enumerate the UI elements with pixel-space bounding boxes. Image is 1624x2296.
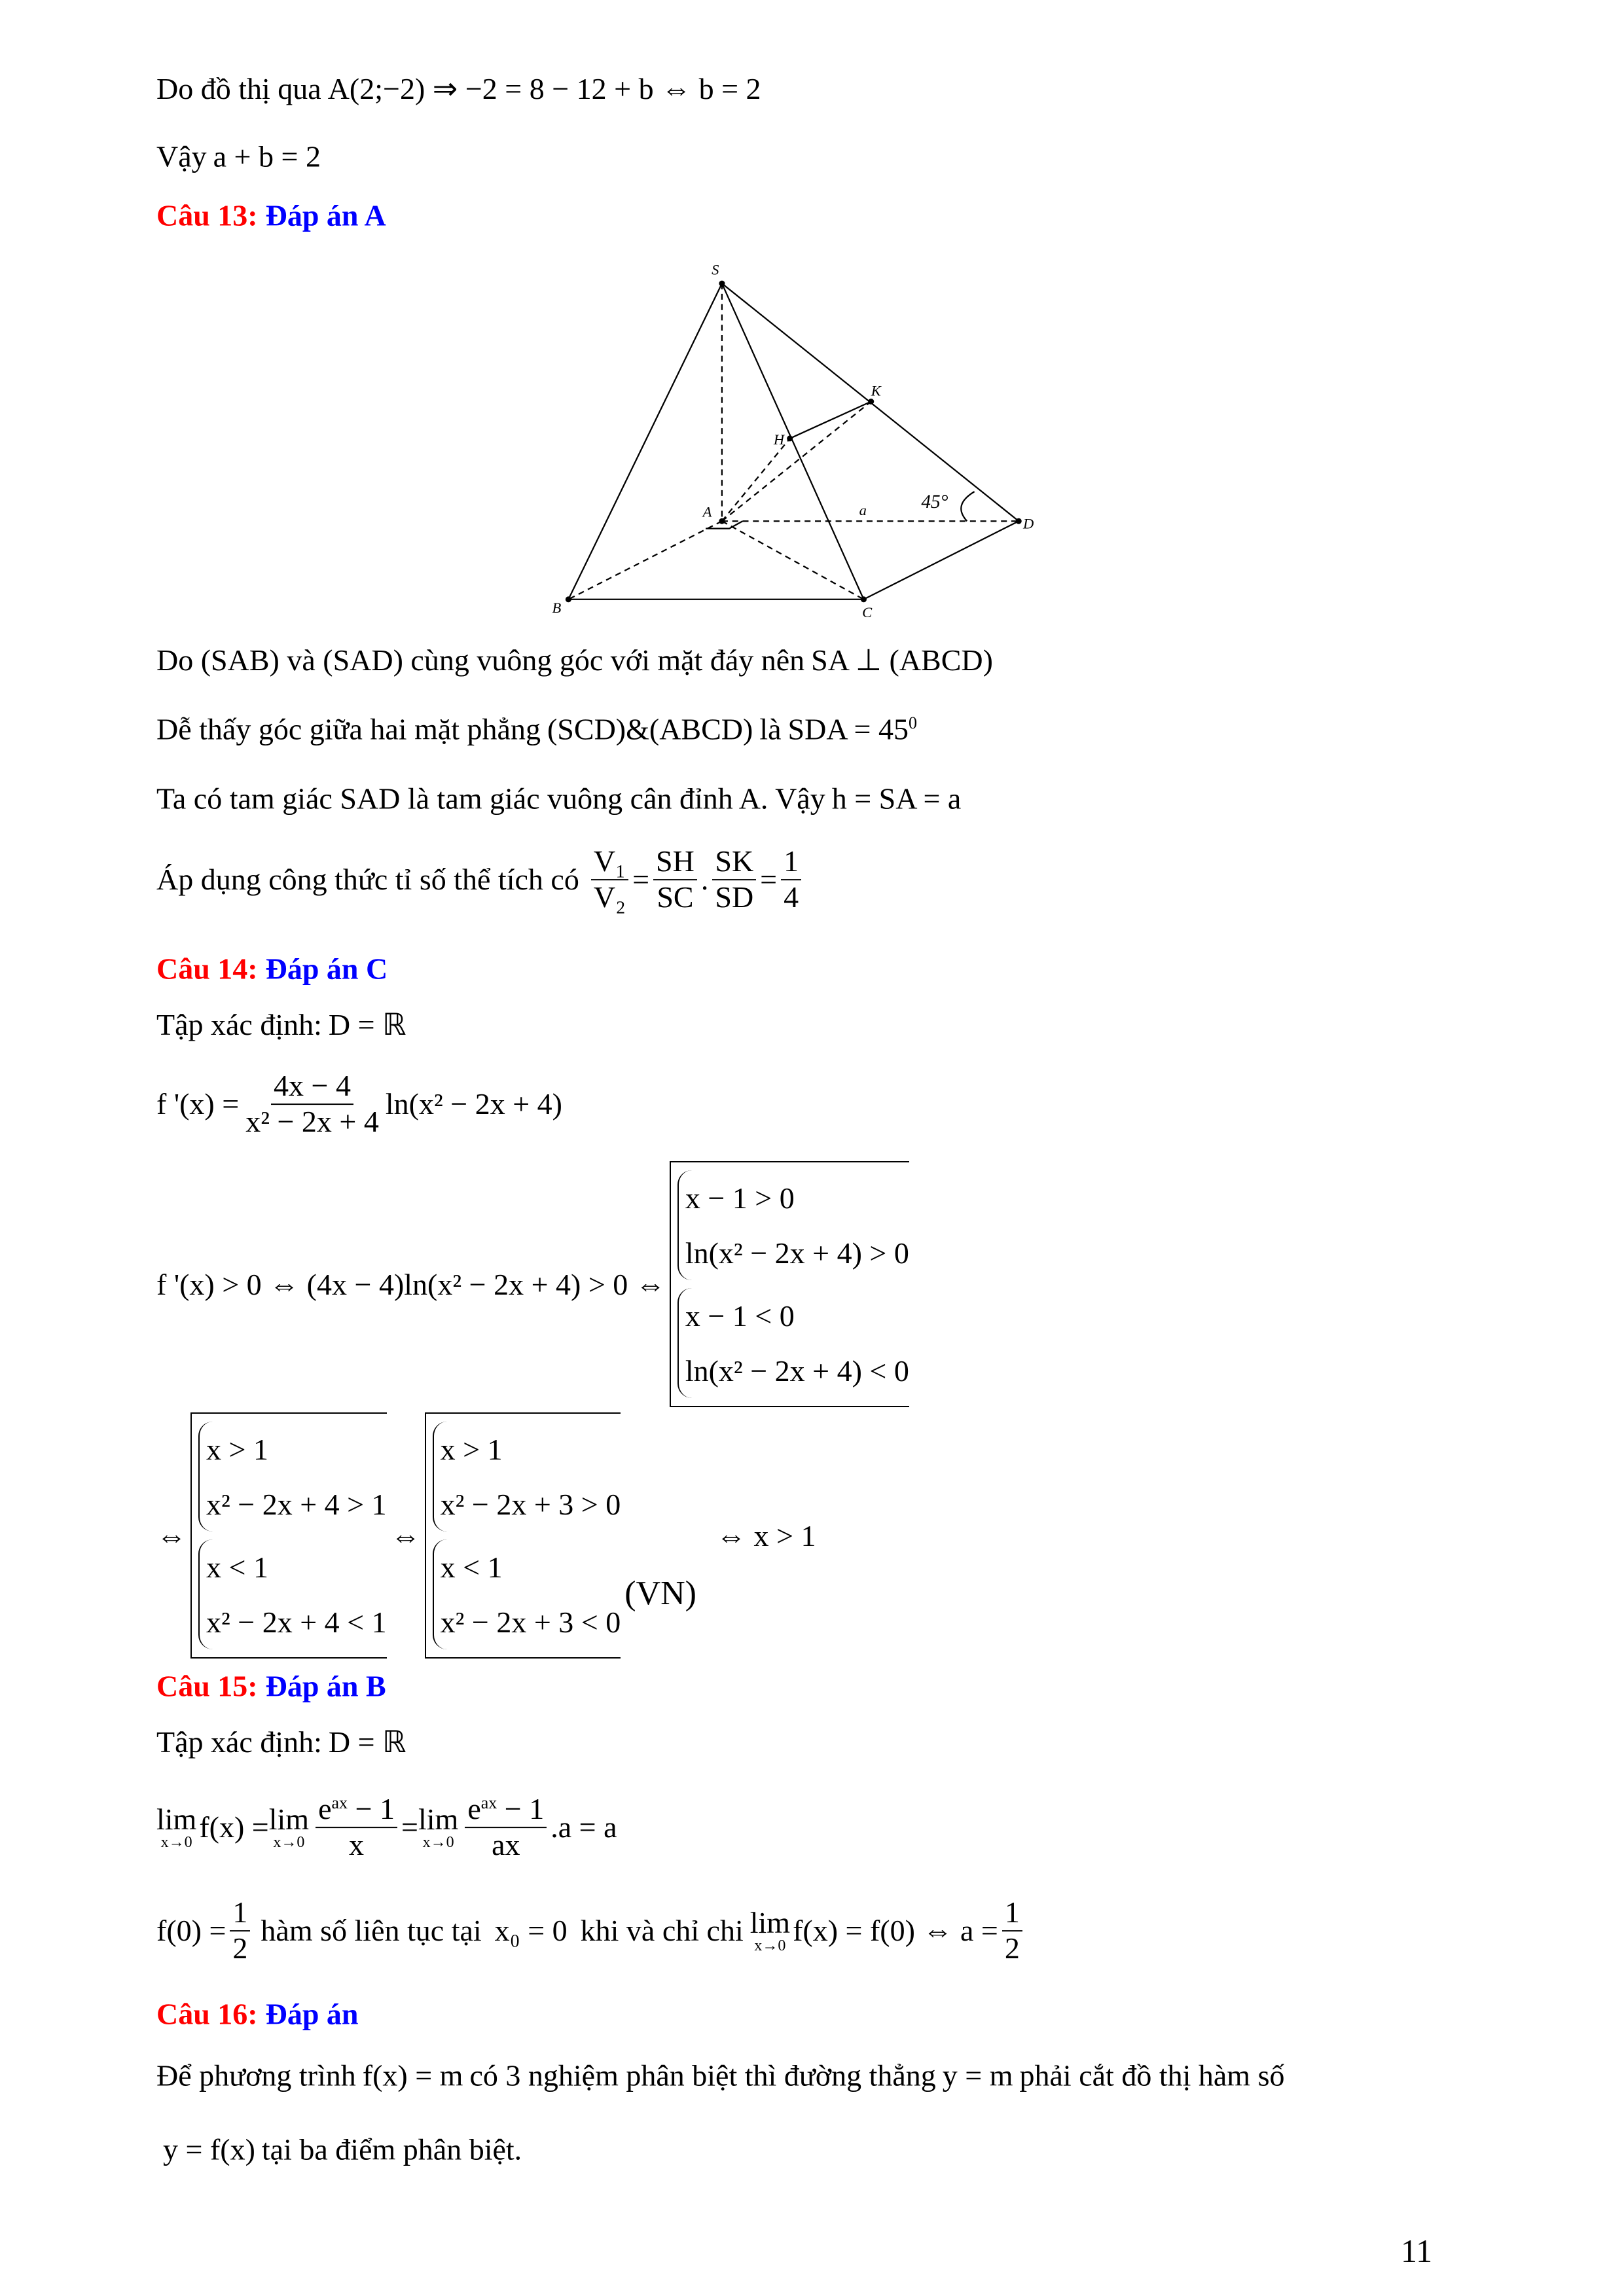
- numerator: SK: [712, 844, 756, 880]
- math: y = m: [942, 2058, 1013, 2092]
- fraction: [1002, 1895, 1022, 1966]
- lim-sub: x→0: [422, 1834, 454, 1851]
- limit: [418, 1804, 458, 1850]
- fraction: [653, 844, 697, 915]
- math: y = f(x): [163, 2132, 255, 2166]
- exponent: ax: [331, 1793, 348, 1812]
- edge-SC: [722, 283, 864, 600]
- answer-label: Đáp án B: [265, 1669, 386, 1703]
- denominator: SD: [715, 880, 754, 914]
- line-limit: [156, 1792, 617, 1863]
- and-brace: [677, 1170, 909, 1280]
- text: Áp dụng công thức tỉ số thể tích có: [156, 863, 579, 897]
- math: ln(x² − 2x + 4): [385, 1087, 562, 1121]
- text: Để phương trình: [156, 2058, 356, 2092]
- line-volume-ratio: [156, 844, 805, 915]
- text: Do (SAB) và (SAD) cùng vuông góc với mặt đáy nên: [156, 643, 805, 677]
- lim-sub: x→0: [273, 1834, 305, 1851]
- denominator: ax: [492, 1828, 520, 1861]
- fraction: [243, 1069, 382, 1139]
- limit: [750, 1908, 790, 1954]
- segment-AK: [722, 402, 871, 522]
- edge-AB: [568, 521, 722, 600]
- label-angle: 45°: [921, 491, 948, 512]
- condition: x < 1: [440, 1550, 503, 1584]
- condition: x − 1 < 0: [685, 1299, 795, 1333]
- math: f(0) =: [156, 1914, 226, 1948]
- exponent: ax: [480, 1793, 497, 1812]
- math: h = SA = a: [831, 781, 962, 816]
- label-C: C: [862, 603, 873, 620]
- fraction: [712, 844, 756, 915]
- math: f(x) = f(0) ⇔ a =: [793, 1914, 998, 1948]
- edge-SB: [568, 283, 722, 600]
- text: Tập xác định:: [156, 1007, 322, 1041]
- line-sa-perpendicular: [156, 642, 1000, 677]
- diag-AC: [722, 521, 864, 600]
- operator: =: [632, 863, 650, 897]
- denominator: x: [349, 1828, 365, 1861]
- math: (SCD)&(ABCD): [547, 712, 753, 746]
- math: f(x) = m: [362, 2058, 463, 2092]
- denominator: 4: [784, 880, 799, 914]
- question-15-heading: [156, 1669, 386, 1704]
- question-label: Câu 16:: [156, 1997, 258, 2031]
- math: SA ⊥ (ABCD): [811, 643, 993, 677]
- question-label: Câu 15:: [156, 1669, 258, 1703]
- answer-label: Đáp án A: [265, 198, 386, 232]
- text: Dễ thấy góc giữa hai mặt phẳng: [156, 712, 541, 746]
- e: e: [318, 1792, 332, 1826]
- line-inequality-system: [156, 1161, 913, 1407]
- denominator: 2: [232, 1931, 248, 1965]
- operator: ⇔: [390, 1518, 421, 1552]
- text: hàm số liên tục tại: [261, 1914, 482, 1948]
- lim: lim: [418, 1803, 459, 1836]
- operator: .: [700, 863, 709, 897]
- minus-one: − 1: [497, 1792, 545, 1826]
- math: D = ℝ: [328, 1725, 406, 1759]
- numerator: [465, 1792, 547, 1828]
- numerator: 1: [230, 1895, 250, 1931]
- question-14-heading: [156, 952, 388, 986]
- answer-label: Đáp án C: [265, 952, 388, 986]
- condition: x² − 2x + 4 < 1: [206, 1605, 387, 1639]
- math: f '(x) > 0 ⇔ (4x − 4)ln(x² − 2x + 4) > 0 ⇔: [156, 1267, 666, 1301]
- label-a: a: [859, 502, 867, 519]
- numerator: [316, 1792, 397, 1828]
- angle-arc: [961, 492, 974, 521]
- or-bracket: [670, 1161, 909, 1407]
- lim-sub: x→0: [160, 1834, 192, 1851]
- lim-sub: x→0: [754, 1937, 786, 1954]
- math: x₀ = 0: [494, 1914, 568, 1948]
- condition: x² − 2x + 4 > 1: [206, 1487, 387, 1521]
- label-A: A: [702, 503, 712, 520]
- math: f '(x) =: [156, 1087, 240, 1121]
- denominator: 2: [1004, 1931, 1020, 1965]
- result: ⇔ x > 1: [716, 1518, 816, 1552]
- condition: x² − 2x + 3 > 0: [440, 1487, 621, 1521]
- answer-label: Đáp án: [265, 1997, 359, 2031]
- math: f(x) =: [199, 1810, 269, 1844]
- lim: lim: [268, 1803, 310, 1836]
- question-label: Câu 14:: [156, 952, 258, 986]
- question-16-heading: [156, 1997, 359, 2032]
- numerator: SH: [653, 844, 697, 880]
- label-D: D: [1023, 515, 1034, 532]
- condition: ln(x² − 2x + 4) < 0: [685, 1354, 909, 1388]
- denominator: x² − 2x + 4: [245, 1105, 379, 1138]
- segment-AH: [722, 439, 790, 521]
- operator: =: [401, 1810, 418, 1844]
- text: có 3 nghiệm phân biệt thì đường thẳng: [469, 2058, 936, 2092]
- math: a + b = 2: [213, 139, 321, 173]
- fraction: [781, 844, 801, 915]
- math-text: SDA = 45: [787, 712, 909, 746]
- math: D = ℝ: [328, 1008, 406, 1041]
- no-solution-note: (VN): [624, 1575, 696, 1612]
- and-brace: [198, 1539, 387, 1649]
- fraction: [465, 1792, 547, 1863]
- condition: x − 1 > 0: [685, 1181, 795, 1215]
- line-continuity: [156, 1895, 1026, 1966]
- math: A(2;−2) ⇒ −2 = 8 − 12 + b ⇔ b = 2: [327, 72, 761, 105]
- condition: x² − 2x + 3 < 0: [440, 1605, 621, 1639]
- math: [788, 712, 917, 747]
- text: Tập xác định:: [156, 1725, 322, 1759]
- degree-sup: 0: [908, 713, 917, 733]
- question-label: Câu 13:: [156, 198, 258, 232]
- text: Do đồ thị qua: [156, 71, 321, 105]
- text: tại ba điểm phân biệt.: [261, 2132, 522, 2166]
- numerator: 1: [1002, 1895, 1022, 1931]
- or-bracket: [425, 1412, 621, 1659]
- condition: ln(x² − 2x + 4) > 0: [685, 1236, 909, 1270]
- lim: lim: [156, 1803, 197, 1836]
- condition: x > 1: [206, 1432, 268, 1466]
- line-angle: [156, 712, 924, 747]
- line-height: [156, 781, 967, 816]
- page-number: 11: [1401, 2233, 1433, 2269]
- label-B: B: [552, 600, 562, 617]
- label-S: S: [712, 261, 719, 278]
- numerator: 4x − 4: [271, 1069, 353, 1105]
- label-K: K: [871, 382, 881, 399]
- operator: ⇔: [156, 1518, 187, 1552]
- label-H: H: [773, 431, 785, 448]
- math: .a = a: [550, 1810, 617, 1844]
- and-brace: [433, 1539, 621, 1649]
- line-domain: [156, 1724, 413, 1759]
- line-solution: [156, 1412, 816, 1659]
- line-domain: [156, 1007, 413, 1042]
- fraction: [230, 1895, 250, 1966]
- denominator: V₂: [593, 880, 626, 914]
- or-bracket: [190, 1412, 387, 1659]
- edge-CD: [863, 521, 1019, 600]
- e: e: [467, 1792, 481, 1826]
- and-brace: [433, 1422, 621, 1532]
- text: là: [759, 712, 782, 746]
- and-brace: [198, 1422, 387, 1532]
- lim: lim: [749, 1906, 791, 1939]
- numerator: 1: [781, 844, 801, 880]
- text: Ta có tam giác SAD là tam giác vuông cân đỉnh A. Vậy: [156, 781, 825, 816]
- line-q16-text: [156, 2058, 1285, 2093]
- operator: =: [760, 863, 778, 897]
- limit: [156, 1804, 196, 1850]
- and-brace: [677, 1288, 909, 1398]
- line-derivative: [156, 1069, 562, 1139]
- condition: x < 1: [206, 1550, 268, 1584]
- text: Vậy: [156, 139, 207, 173]
- text: phải cắt đồ thị hàm số: [1019, 2058, 1285, 2092]
- condition: x > 1: [440, 1432, 503, 1466]
- fraction: [591, 844, 628, 915]
- fraction: [316, 1792, 397, 1863]
- minus-one: − 1: [348, 1792, 395, 1826]
- text: khi và chỉ chi: [580, 1914, 744, 1948]
- numerator: V₁: [591, 844, 628, 880]
- segment-HK: [790, 402, 871, 439]
- denominator: SC: [657, 880, 694, 914]
- line-q16-text-2: [156, 2132, 522, 2167]
- limit: [269, 1804, 309, 1850]
